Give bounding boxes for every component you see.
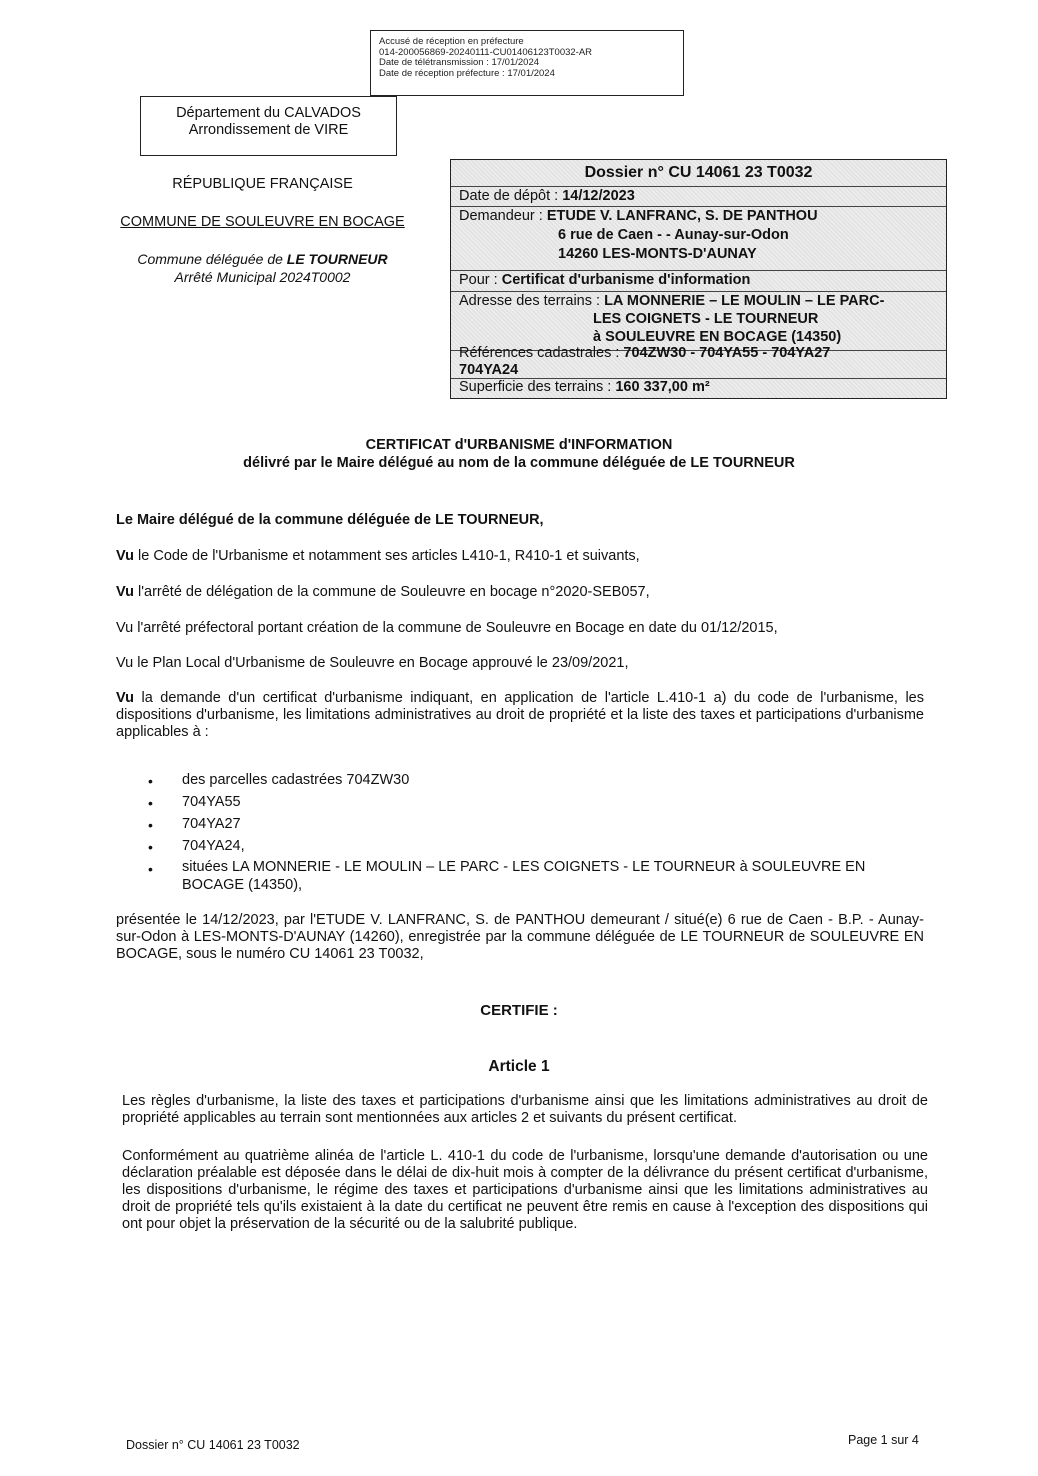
bullet-icon: • (148, 795, 153, 811)
bullet-icon: • (148, 773, 153, 789)
references-line-1 (459, 345, 830, 362)
references-label: Références cadastrales : (459, 345, 624, 361)
adresse-row (451, 291, 946, 351)
adresse-label: Adresse des terrains : (459, 293, 605, 309)
vu-plan-local: Vu le Plan Local d'Urbanisme de Souleuvre en Bocage approuvé le 23/09/2021, (116, 655, 629, 671)
document-title (0, 436, 1038, 472)
reception-stamp-box (370, 30, 684, 96)
reception-line-3: Date de télétransmission : 17/01/2024 (379, 57, 540, 68)
department-name: CALVADOS (284, 105, 361, 121)
demandeur-label: Demandeur : (459, 208, 547, 224)
arrete-municipal: Arrêté Municipal 2024T0002 (174, 269, 351, 285)
vu-demande-text: la demande d'un certificat d'urbanisme indiquant, en application de l'article L.410-1 a) du code de l'urbanisme, les dispositions d'urbanisme, les limitations administratives au droit de propriété et la liste des taxes et participations d'urbanisme applicables à : (116, 690, 924, 740)
depot-row (451, 186, 946, 207)
superficie-value: 160 337,00 m² (615, 379, 710, 395)
department-line (141, 105, 396, 122)
commune-deleguee-name: LE TOURNEUR (286, 251, 388, 267)
document-title-line-1: CERTIFICAT d'URBANISME d'INFORMATION (365, 437, 673, 453)
republic-heading: RÉPUBLIQUE FRANÇAISE (172, 176, 353, 192)
demandeur-name: ETUDE V. LANFRANC, S. DE PANTHOU (546, 208, 818, 224)
superficie-line (459, 379, 710, 396)
vu-word: Vu (116, 548, 134, 564)
bullet-icon: • (148, 861, 153, 877)
references-line-2: 704YA24 (459, 362, 519, 378)
pour-value: Certificat d'urbanisme d'information (501, 272, 751, 288)
dossier-box (450, 159, 947, 399)
bullet-icon: • (148, 839, 153, 855)
reception-line-2: 014-200056869-20240111-CU01406123T0032-AR (379, 46, 593, 58)
adresse-line-2: LES COIGNETS - LE TOURNEUR (593, 311, 819, 327)
commune-heading: COMMUNE DE SOULEUVRE EN BOCAGE (120, 214, 405, 230)
demandeur-line-3: 14260 LES-MONTS-D'AUNAY (558, 246, 757, 262)
footer-dossier-number: Dossier n° CU 14061 23 T0032 (126, 1438, 300, 1452)
footer-page-number: Page 1 sur 4 (848, 1433, 919, 1447)
list-item: des parcelles cadastrées 704ZW30 (182, 772, 410, 788)
commune-deleguee-block (100, 250, 425, 286)
arrondissement-line: Arrondissement de VIRE (188, 122, 349, 138)
pour-line (459, 272, 750, 289)
maire-line: Le Maire délégué de la commune déléguée de LE TOURNEUR, (116, 512, 544, 528)
vu-code-urbanisme (116, 548, 924, 565)
dossier-title: Dossier n° CU 14061 23 T0032 (584, 164, 813, 181)
commune-deleguee-line (100, 250, 425, 268)
demandeur-line-2: 6 rue de Caen - - Aunay-sur-Odon (558, 227, 789, 243)
reception-line-1: Accusé de réception en préfecture (379, 36, 524, 47)
references-row (451, 345, 946, 379)
bullet-icon: • (148, 817, 153, 833)
vu-word: Vu (116, 584, 134, 600)
article-1-paragraph-1: Les règles d'urbanisme, la liste des taxes et participations d'urbanisme ainsi que les limitations administratives au droit de propriété applicables au terrain sont mentionnées aux articles 2 et suivants du présent certificat. (122, 1093, 928, 1126)
article-1-heading: Article 1 (488, 1058, 550, 1075)
list-item: situées LA MONNERIE - LE MOULIN – LE PARC - LES COIGNETS - LE TOURNEUR à SOULEUVRE EN BOCAGE (14350), (182, 859, 866, 893)
vu-word: Vu (116, 690, 134, 706)
article-1-paragraph-2: Conformément au quatrième alinéa de l'article L. 410-1 du code de l'urbanisme, lorsqu'une demande d'autorisation ou une déclaration préalable est déposée dans le délai de dix-huit mois à compter de la délivrance du présent certificat d'urbanisme, les dispositions d'urbanisme, le régime des taxes et participations d'urbanisme ainsi que les limitations administratives au droit de propriété tels qu'ils existaient à la date du certificat ne peuvent être remis en cause à l'exception des dispositions qui ont pour objet la préservation de la sécurité ou de la salubrité publique. (122, 1148, 928, 1232)
superficie-row (451, 378, 946, 398)
list-item: 704YA55 (182, 794, 241, 810)
list-item: 704YA24, (182, 838, 245, 854)
department-prefix: Département du (176, 105, 285, 121)
depot-value: 14/12/2023 (562, 188, 635, 204)
vu-demande-paragraph (116, 690, 924, 741)
vu-arrete-prefectoral: Vu l'arrêté préfectoral portant création de la commune de Souleuvre en Bocage en date du 01/12/2015, (116, 620, 778, 636)
commune-deleguee-prefix: Commune déléguée de (137, 251, 287, 267)
adresse-line-1 (459, 293, 884, 310)
presentee-paragraph: présentée le 14/12/2023, par l'ETUDE V. LANFRANC, S. de PANTHOU demeurant / situé(e) 6 rue de Caen - B.P. - Aunay-sur-Odon à LES-MONTS-D'AUNAY (14260), enregistrée par la commune déléguée de LE TOURNEUR de SOULEUVRE EN BOCAGE, sous le numéro CU 14061 23 T0032, (116, 912, 924, 962)
document-title-line-2: délivré par le Maire délégué au nom de la commune déléguée de LE TOURNEUR (243, 455, 795, 471)
depot-line (459, 188, 635, 205)
department-box (140, 96, 397, 156)
demandeur-line-1 (459, 208, 818, 225)
reception-line-4: Date de réception préfecture : 17/01/2024 (379, 67, 555, 79)
dossier-title-row (451, 160, 946, 187)
adresse-line-3: à SOULEUVRE EN BOCAGE (14350) (593, 329, 842, 345)
depot-label: Date de dépôt : (459, 188, 563, 204)
demandeur-row (451, 206, 946, 271)
list-item: 704YA27 (182, 816, 241, 832)
vu-arrete-text: l'arrêté de délégation de la commune de Souleuvre en bocage n°2020-SEB057, (134, 584, 650, 600)
adresse-value: LA MONNERIE – LE MOULIN – LE PARC- (604, 293, 885, 309)
vu-arrete-delegation (116, 584, 924, 601)
pour-label: Pour : (459, 272, 502, 288)
certifie-heading: CERTIFIE : (480, 1002, 558, 1019)
vu-code-text: le Code de l'Urbanisme et notamment ses articles L410-1, R410-1 et suivants, (134, 548, 640, 564)
superficie-label: Superficie des terrains : (459, 379, 616, 395)
references-value: 704ZW30 - 704YA55 - 704YA27 (623, 345, 831, 361)
pour-row (451, 270, 946, 292)
